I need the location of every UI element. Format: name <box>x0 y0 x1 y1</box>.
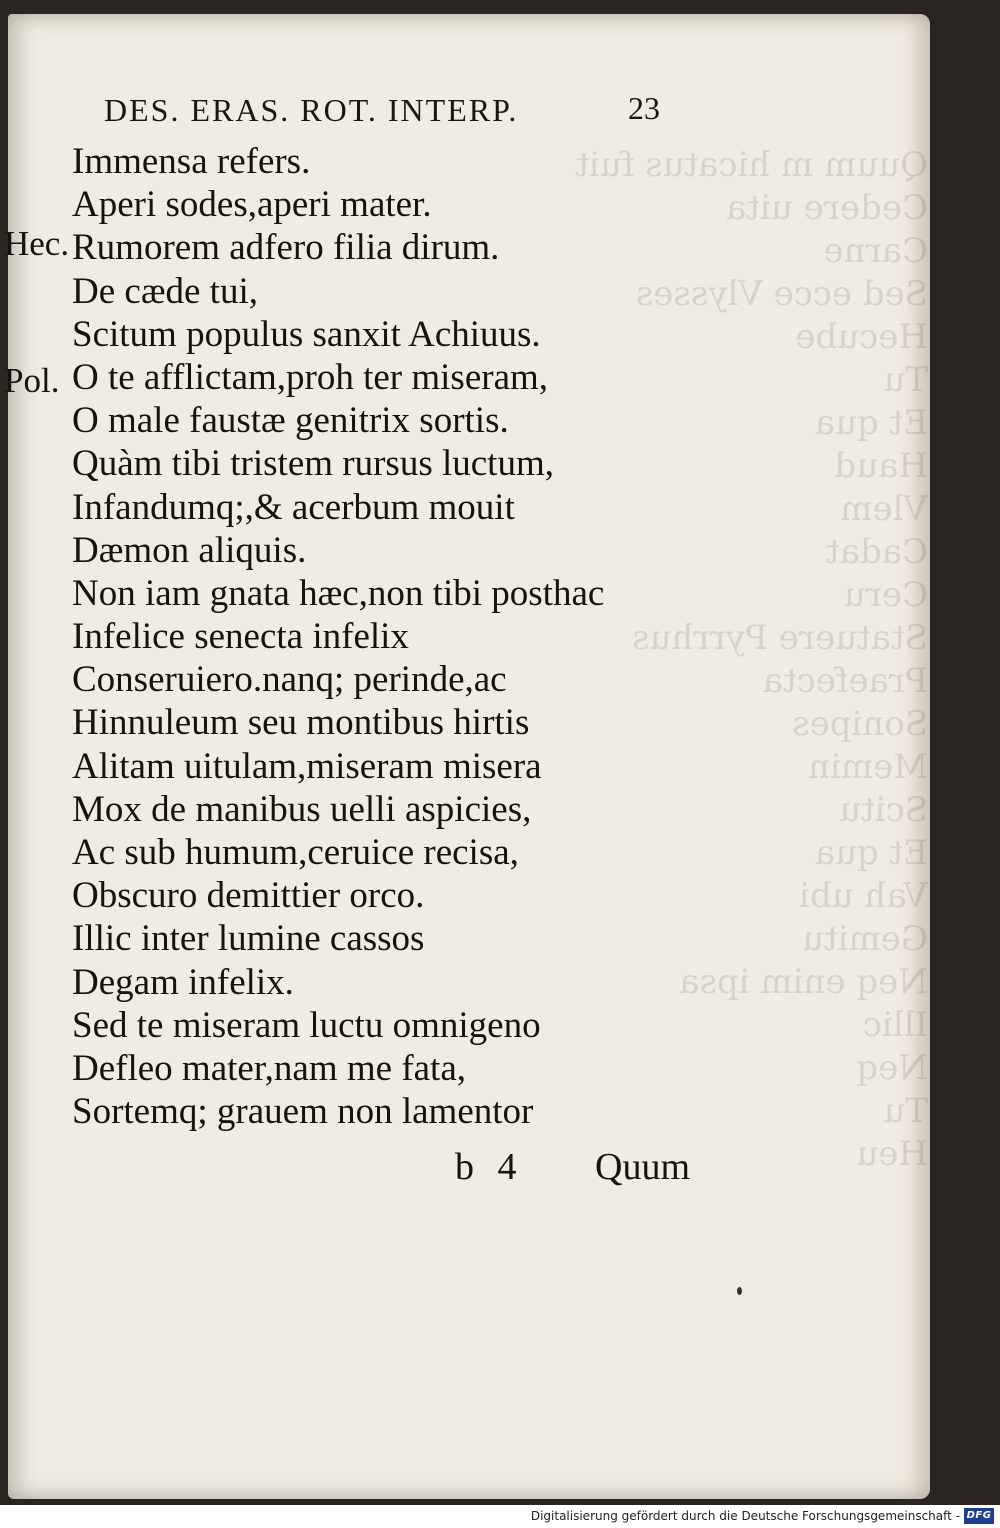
verse-line: Rumorem adfero filia dirum. <box>72 227 500 269</box>
verse-line: Aperi sodes,aperi mater. <box>72 184 432 226</box>
verse-line: Conseruiero.nanq; perinde,ac <box>72 659 507 701</box>
verse-line: Scitum populus sanxit Achiuus. <box>72 313 541 355</box>
speaker-label-polyxena: Pol. <box>4 361 60 400</box>
show-through-text: Quum m hicatus fuit Cedere uita Carne Sed ecce Vlysses Hecube Tu Et qua Haud Vlem Cadat Ceru Statuere Pyrrhus Praefecta Sonipes Memin Scitu Et qua Vah ubi Gemitu Neq enim ipsa Illic Neq Tu Heu <box>575 145 928 1174</box>
verse-line: Sed te miseram luctu omnigeno <box>72 1004 541 1046</box>
verse-line: Degam infelix. <box>72 961 294 1003</box>
verse-line: Obscuro demittier orco. <box>72 875 425 917</box>
verse-line: Infandumq;,& acerbum mouit <box>72 486 515 528</box>
verse-line: Ac sub humum,ceruice recisa, <box>72 832 519 873</box>
verse-line: De cæde tui, <box>72 270 258 312</box>
footer-bar <box>0 1505 1000 1528</box>
verse-text <box>72 140 604 1133</box>
digitization-credit: Digitalisierung gefördert durch die Deutsche Forschungsgemeinschaft - <box>530 1509 960 1523</box>
verse-line: Defleo mater,nam me fata, <box>72 1047 467 1089</box>
verse-line: Alitam uitulam,miseram misera <box>72 745 542 787</box>
signature-mark: b 4 <box>455 1146 517 1188</box>
ink-speck <box>737 1287 742 1295</box>
verse-line: Infelice senecta infelix <box>72 616 409 658</box>
dfg-logo-icon: DFG <box>964 1508 994 1524</box>
catchword: Quum <box>595 1146 690 1188</box>
running-head: DES. ERAS. ROT. INTERP. <box>104 92 519 128</box>
verse-line: Illic inter lumine cassos <box>72 918 425 960</box>
verse-line: Quàm tibi tristem rursus luctum, <box>72 443 554 485</box>
verse-line: Mox de manibus uelli aspicies, <box>72 788 532 830</box>
page-number: 23 <box>628 90 660 126</box>
verse-line: O male faustæ genitrix sortis. <box>72 400 509 442</box>
verse-line: Immensa refers. <box>72 141 311 182</box>
speaker-label-hecuba: Hec. <box>4 224 70 263</box>
verse-line: Non iam gnata hæc,non tibi posthac <box>72 572 605 614</box>
verse-line: O te afflictam,proh ter miseram, <box>72 356 549 398</box>
verse-line: Dæmon aliquis. <box>72 529 307 571</box>
verse-line: Hinnuleum seu montibus hirtis <box>72 702 530 744</box>
verse-line: Sortemq; grauem non lamentor <box>72 1091 534 1133</box>
